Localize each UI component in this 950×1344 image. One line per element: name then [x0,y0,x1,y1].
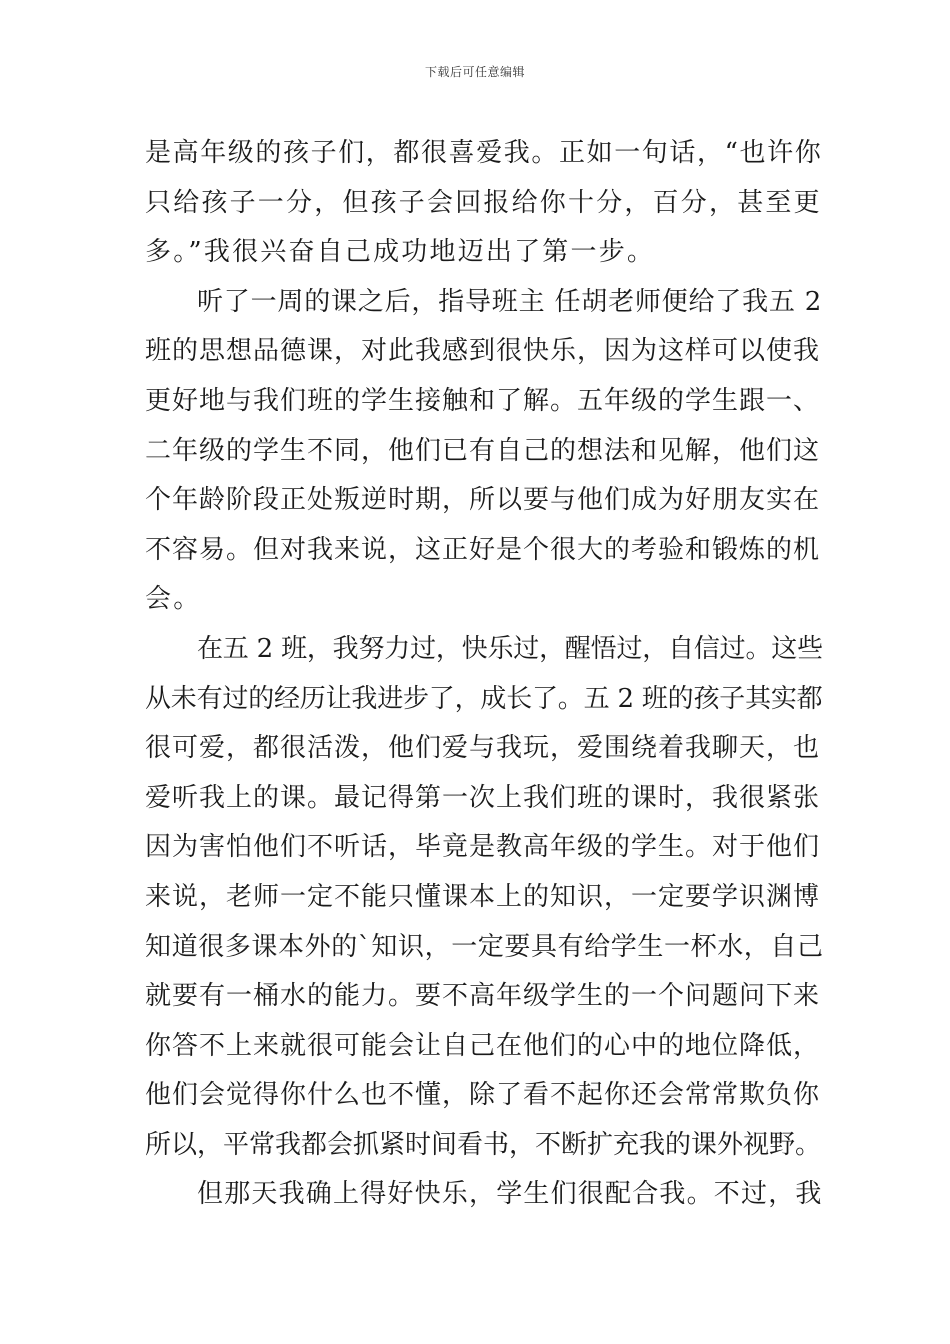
text-line: 爱听我上的课。最记得第一次上我们班的课时，我很紧张 [145,782,821,813]
text-line: 来说，老师一定不能只懂课本上的知识，一定要学识渊博 [145,881,821,912]
text-line: 因为害怕他们不听话，毕竟是教高年级的学生。对于他们 [145,832,821,863]
text-line: 从未有过的经历让我进步了，成长了。五 2 班的孩子其实都 [145,683,823,714]
text-line: 不容易。但对我来说，这正好是个很大的考验和锻炼的机 [145,534,821,565]
text-line: 知道很多课本外的`知识，一定要具有给学生一杯水，自己 [145,931,824,962]
text-line: 班的思想品德课，对此我感到很快乐，因为这样可以使我 [145,336,821,367]
document-body [145,129,824,1220]
paragraph-start-line: 听了一周的课之后，指导班主 任胡老师便给了我五 2 [197,286,823,317]
paragraph-start-line: 在五 2 班，我努力过，快乐过，醒悟过，自信过。这些 [197,633,823,664]
text-line: 很可爱，都很活泼，他们爱与我玩，爱围绕着我聊天，也 [145,733,821,764]
text-line: 会。 [145,584,202,615]
text-line: 所以，平常我都会抓紧时间看书，不断扩充我的课外视野。 [145,1129,822,1160]
text-line: 是高年级的孩子们，都很喜爱我。正如一句话，“也许你 [145,138,823,168]
text-line: 二年级的学生不同，他们已有自己的想法和见解，他们这 [145,435,821,466]
paragraph-start-line: 但那天我确上得好快乐，学生们很配合我。不过，我 [197,1179,823,1210]
text-line: 多。”我很兴奋自己成功地迈出了第一步。 [145,237,656,268]
text-line: 个年龄阶段正处叛逆时期，所以要与他们成为好朋友实在 [145,485,821,516]
text-line: 更好地与我们班的学生接触和了解。五年级的学生跟一、 [145,385,821,416]
page-header-note: 下载后可任意编辑 [424,65,525,79]
text-line: 他们会觉得你什么也不懂，除了看不起你还会常常欺负你 [145,1080,821,1111]
text-line: 就要有一桶水的能力。要不高年级学生的一个问题问下来 [145,981,821,1012]
text-line: 你答不上来就很可能会让自己在他们的心中的地位降低， [145,1030,821,1061]
text-line: 只给孩子一分，但孩子会回报给你十分，百分，甚至更 [145,187,822,218]
